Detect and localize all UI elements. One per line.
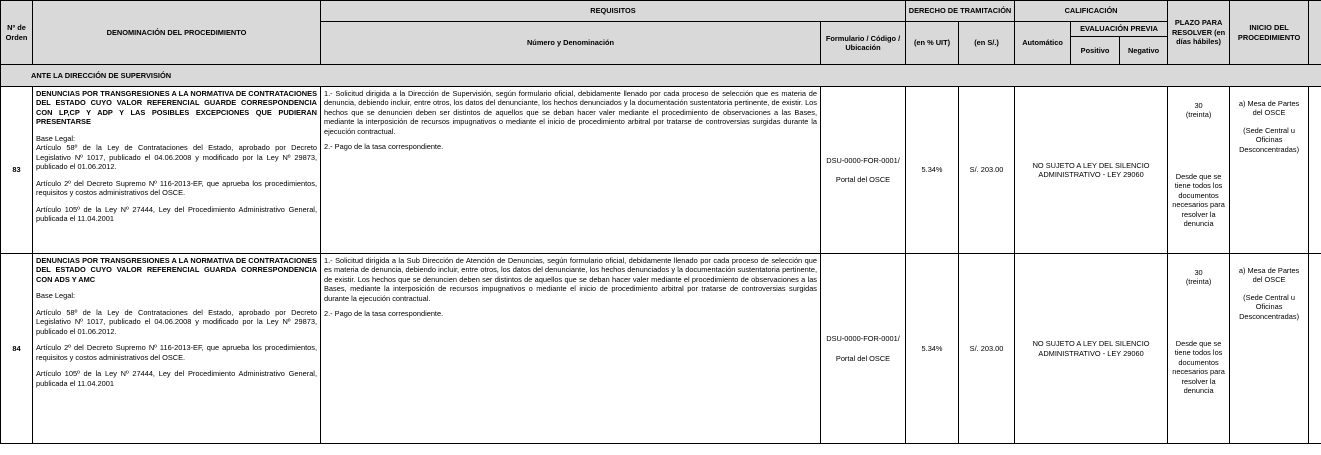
base-legal-text: Base Legal: Artículo 58º de la Ley de Contrataciones del Estado, aprobado por Decreto Legislativo Nº 1017, publicado el 04.06.2008 y modificado por la Ley Nº 29873, publicado el 01.06.2012. [36,133,317,172]
row-number: 84 [1,254,33,444]
row-number: 83 [1,87,33,254]
procedure-title: DENUNCIAS POR TRANSGRESIONES A LA NORMATIVA DE CONTRATACIONES DEL ESTADO CUYO VALOR REFERENCIAL GUARDE CORRESPONDENCIA CON LP,CP Y ADP Y LAS POSIBLES EXCEPCIONES QUE PUDIERAN PRESENTARSE [36,89,317,127]
form-cell [821,254,906,444]
header-positivo: Positivo [1071,37,1120,65]
header-inicio: INICIO DEL PROCEDIMIENTO [1230,1,1309,65]
edge-cell [1309,254,1321,444]
inicio-sede: (Sede Central u Oficinas Desconcentradas) [1239,292,1300,321]
header-automatico: Automático [1015,22,1071,65]
header-derecho: DERECHO DE TRAMITACIÓN [906,1,1015,22]
plazo-number: 30 [1194,268,1203,277]
header-numero-denominacion: Número y Denominación [321,22,821,65]
plazo-note: Desde que se tiene todos los documentos necesarios para resolver la denuncia [1172,338,1225,396]
inicio-cell [1230,87,1309,254]
uit-value: 5.34% [906,87,959,254]
header-en-uit: (en % UIT) [906,22,959,65]
section-title: ANTE LA DIRECCIÓN DE SUPERVISIÓN [1,65,1321,87]
table-row [1,87,1321,254]
requirement-text: 1.- Solicitud dirigida a la Sub Dirección de Atención de Denuncias, según formulario oficial, debidamente llenado por cada proceso de selección que es materia de denuncia, debiendo incluir, entre otros, los datos del denunciante, los hechos denunciados y la documentación sustentatoria pertinente, de existir. Los hechos que se denuncien deben ser distintos de aquellos que se deban hacer valer mediante el procedimiento de observaciones a las Bases, mediante la interposición de recursos impugnativos o mediante el inicio de procedimiento arbitral por tratarse de controversias surgidas durante la ejecución contractual. [324,256,817,303]
requirement-text: 2.- Pago de la tasa correspondiente. [324,309,444,319]
inicio-mesa: a) Mesa de Partes del OSCE [1238,99,1300,118]
soles-value: S/. 203.00 [959,87,1015,254]
base-legal-text: Artículo 105º de la Ley Nº 27444, Ley del Procedimiento Administrativo General, publicada el 11.04.2001 [36,369,317,388]
header-denominacion: DENOMINACIÓN DEL PROCEDIMIENTO [33,1,321,65]
inicio-cell [1230,254,1309,444]
procedure-title: DENUNCIAS POR TRANSGRESIONES A LA NORMATIVA DE CONTRATACIONES DEL ESTADO CUYO VALOR REFERENCIAL GUARDA CORRESPONDENCIA CON ADS Y AMC [36,256,317,284]
procedure-cell [33,254,321,444]
requirement-text: 2.- Pago de la tasa correspondiente. [324,142,444,152]
form-cell [821,87,906,254]
form-code: DSU-0000-FOR-0001/ [826,155,900,165]
requirements-cell [321,254,821,444]
plazo-cell [1168,254,1230,444]
base-legal-text: Artículo 2º del Decreto Supremo Nº 116-2013-EF, que aprueba los procedimientos, requisitos y costos administrativos del OSCE. [36,178,317,198]
form-location: Portal del OSCE [835,353,891,363]
inicio-mesa: a) Mesa de Partes del OSCE [1238,266,1300,285]
plazo-note: Desde que se tiene todos los documentos necesarios para resolver la denuncia [1172,171,1225,229]
requirements-cell [321,87,821,254]
base-legal-text: Base Legal: [36,291,76,301]
calificacion-text: NO SUJETO A LEY DEL SILENCIO ADMINISTRATIVO - LEY 29060 [1015,254,1168,444]
plazo-text: (treinta) [1185,110,1212,120]
edge-cell [1309,87,1321,254]
form-location: Portal del OSCE [835,175,891,184]
header-formulario: Formulario / Código / Ubicación [821,22,906,65]
base-legal-text: Artículo 105º de la Ley Nº 27444, Ley del Procedimiento Administrativo General, publicada el 11.04.2001 [36,204,317,224]
uit-value: 5.34% [906,254,959,444]
header-calificacion: CALIFICACIÓN [1015,1,1168,22]
requirement-text: 1.- Solicitud dirigida a la Dirección de Supervisión, según formulario oficial, debidamente llenado por cada proceso de selección que es materia de denuncia, debiendo incluir, entre otros, los datos del denunciante, los hechos denunciados y la documentación sustentatoria pertinente, de existir. Los hechos que se denuncien deben ser distintos de aquellos que se deban hacer valer mediante el procedimiento de observaciones a las Bases, mediante la interposición de recursos impugnativos o mediante el inicio de procedimiento arbitral por tratarse de controversias surgidas durante la ejecución contractual. [324,89,817,136]
soles-value: S/. 203.00 [959,254,1015,444]
plazo-number: 30 [1194,101,1203,110]
header-evaluacion-previa: EVALUACIÓN PREVIA [1071,22,1168,37]
header-requisitos: REQUISITOS [321,1,906,22]
header-negativo: Negativo [1120,37,1168,65]
plazo-text: (treinta) [1185,277,1212,287]
calificacion-text: NO SUJETO A LEY DEL SILENCIO ADMINISTRATIVO - LEY 29060 [1015,87,1168,254]
base-legal-text: Artículo 2º del Decreto Supremo Nº 116-2013-EF, que aprueba los procedimientos, requisitos y costos administrativos del OSCE. [36,343,317,362]
header-en-soles: (en S/.) [959,22,1015,65]
header-orden: Nº de Orden [1,1,33,65]
base-legal-text: Artículo 58º de la Ley de Contrataciones del Estado, aprobado por Decreto Legislativo Nº 1017, publicado el 04.06.2008 y modificado por la Ley Nº 29873, publicado el 01.06.2012. [36,307,317,336]
header-plazo: PLAZO PARA RESOLVER (en días hábiles) [1168,1,1230,65]
header-edge [1309,1,1321,65]
table-row [1,254,1321,444]
plazo-cell [1168,87,1230,254]
procedure-cell [33,87,321,254]
inicio-sede: (Sede Central u Oficinas Desconcentradas) [1239,125,1300,154]
form-code: DSU-0000-FOR-0001/ [826,334,900,344]
